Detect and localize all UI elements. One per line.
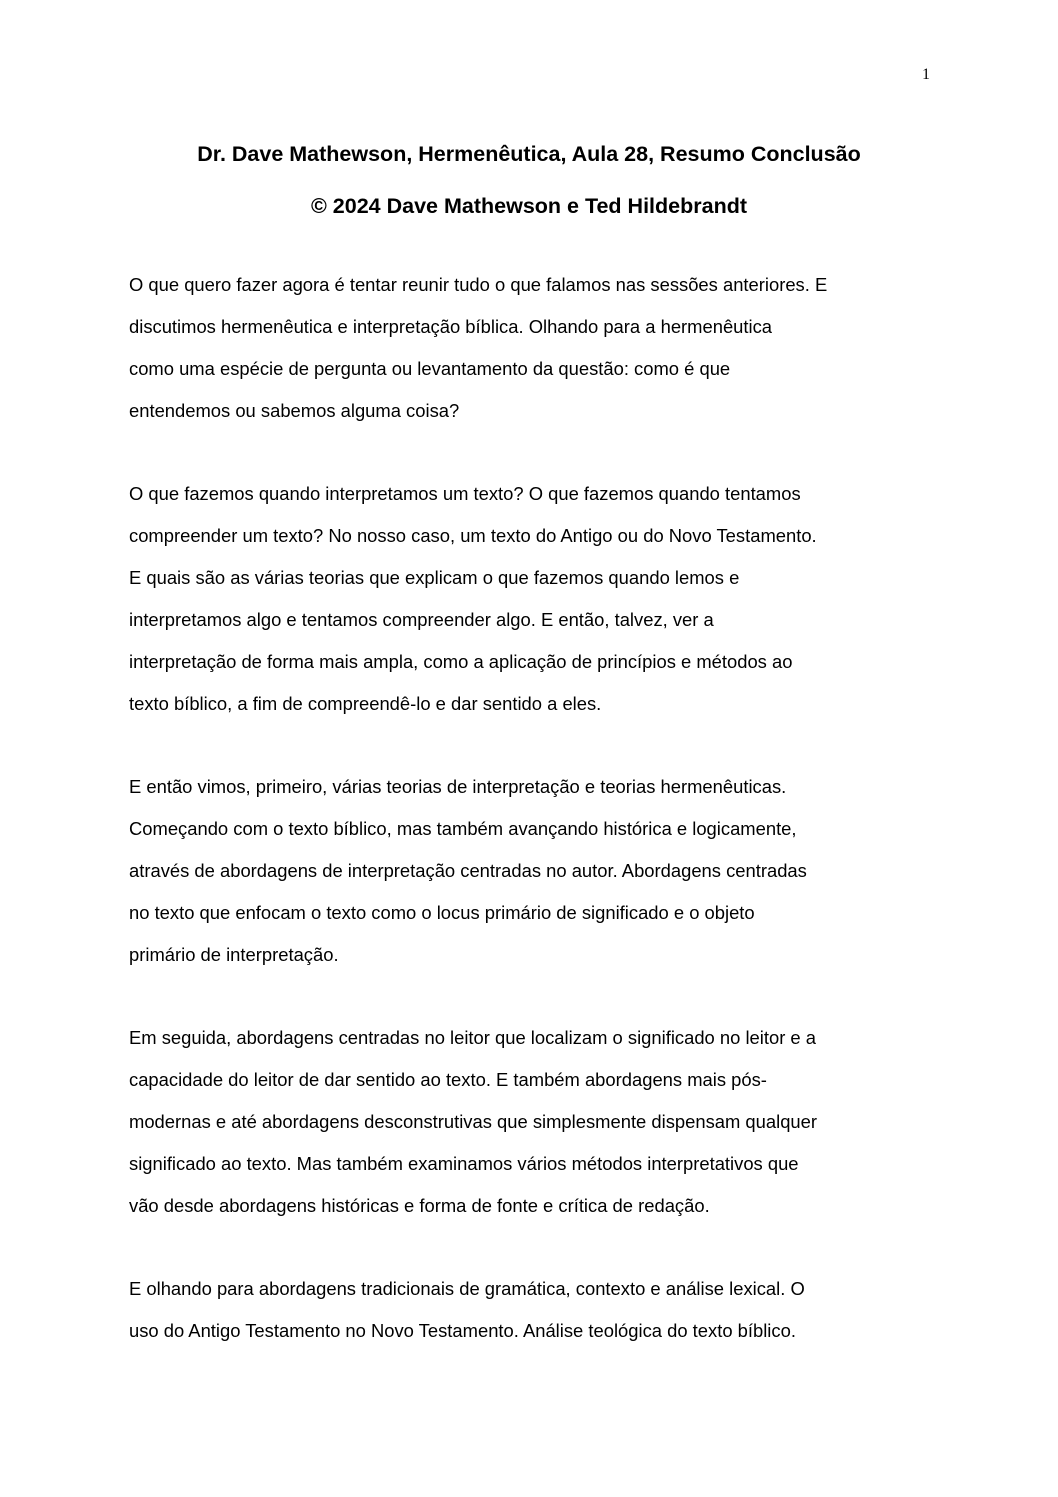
text-line: texto bíblico, a fim de compreendê-lo e dar sentido a eles. (129, 693, 602, 714)
text-line: significado ao texto. Mas também examinamos vários métodos interpretativos que (129, 1153, 799, 1174)
text-line: capacidade do leitor de dar sentido ao texto. E também abordagens mais pós- (129, 1069, 767, 1090)
paragraph-1 (129, 264, 931, 432)
text-line: compreender um texto? No nosso caso, um texto do Antigo ou do Novo Testamento. (129, 525, 817, 546)
text-line: através de abordagens de interpretação centradas no autor. Abordagens centradas (129, 860, 807, 881)
paragraph-5 (129, 1268, 931, 1352)
text-line: E quais são as várias teorias que explicam o que fazemos quando lemos e (129, 567, 740, 588)
page-number: 1 (922, 66, 930, 83)
text-line: Em seguida, abordagens centradas no leitor que localizam o significado no leitor e a (129, 1027, 816, 1048)
document-title (128, 128, 930, 232)
text-line: E olhando para abordagens tradicionais de gramática, contexto e análise lexical. O (129, 1278, 805, 1299)
text-line: discutimos hermenêutica e interpretação bíblica. Olhando para a hermenêutica (129, 316, 773, 337)
text-line: interpretamos algo e tentamos compreender algo. E então, talvez, ver a (129, 609, 714, 630)
text-line: vão desde abordagens históricas e forma de fonte e crítica de redação. (129, 1195, 710, 1216)
text-line: modernas e até abordagens desconstrutivas que simplesmente dispensam qualquer (129, 1111, 818, 1132)
paragraph-2 (129, 473, 931, 725)
text-line: Começando com o texto bíblico, mas também avançando histórica e logicamente, (129, 818, 797, 839)
text-line: entendemos ou sabemos alguma coisa? (129, 400, 460, 421)
paragraph-3 (129, 766, 931, 976)
text-line: uso do Antigo Testamento no Novo Testamento. Análise teológica do texto bíblico. (129, 1320, 796, 1341)
text-line: como uma espécie de pergunta ou levantamento da questão: como é que (129, 358, 731, 379)
paragraph-4 (129, 1017, 931, 1227)
title-line-2: © 2024 Dave Mathewson e Ted Hildebrandt (310, 194, 747, 218)
text-line: interpretação de forma mais ampla, como a aplicação de princípios e métodos ao (129, 651, 793, 672)
text-line: O que fazemos quando interpretamos um texto? O que fazemos quando tentamos (129, 483, 801, 504)
text-line: O que quero fazer agora é tentar reunir tudo o que falamos nas sessões anteriores. E (129, 274, 828, 295)
text-line: primário de interpretação. (129, 944, 339, 965)
title-line-1: Dr. Dave Mathewson, Hermenêutica, Aula 28, Resumo Conclusão (197, 142, 861, 166)
text-line: E então vimos, primeiro, várias teorias de interpretação e teorias hermenêuticas. (129, 776, 787, 797)
text-line: no texto que enfocam o texto como o locus primário de significado e o objeto (129, 902, 755, 923)
body-text (129, 264, 931, 1393)
